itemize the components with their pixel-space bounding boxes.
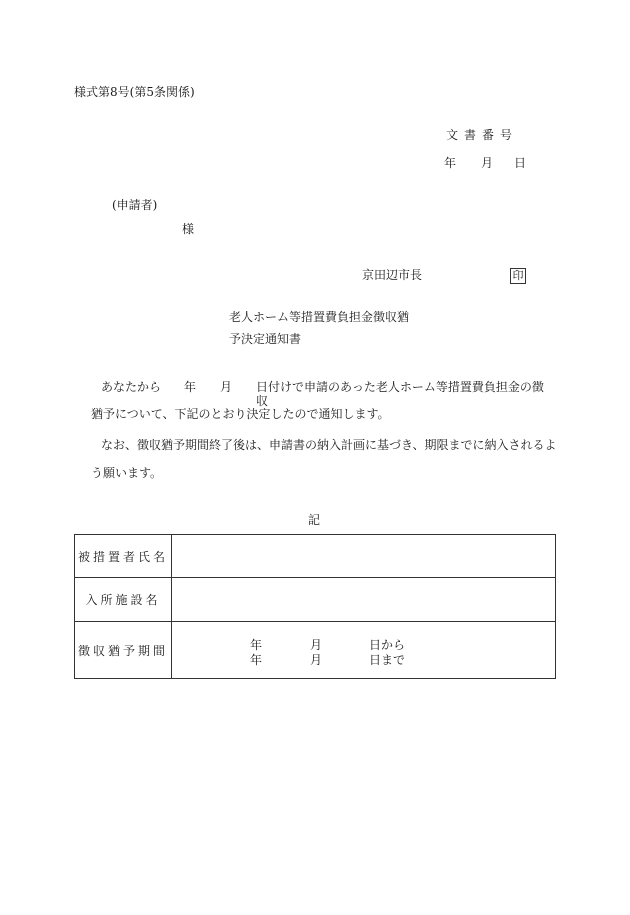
body-month-blank: 月 (220, 380, 233, 394)
period-to-day: 日まで (369, 653, 406, 667)
official-seal-icon: 印 (510, 268, 526, 284)
body-text: あなたから (101, 380, 162, 394)
period-from-day: 日から (369, 638, 406, 652)
body-paragraph-1-line2: 猶予について、下記のとおり決定したので通知します。 (91, 407, 390, 421)
deferral-period-label: 徴収猶予期間 (75, 622, 172, 679)
document-title-line2: 予決定通知書 (229, 332, 302, 346)
body-text: 日付けで申請のあった老人ホーム等措置費負担金の徴収 (256, 380, 544, 408)
applicant-label: (申請者) (112, 198, 158, 212)
body-year-blank: 年 (184, 380, 197, 394)
insured-name-label: 被措置者氏名 (75, 535, 172, 578)
period-to-year: 年 (250, 653, 263, 667)
body-paragraph-2-line1: なお、徴収猶予期間終了後は、申請書の納入計画に基づき、期限までに納入されるよ (101, 438, 557, 452)
date-year-label: 年 (444, 156, 457, 170)
document-number-label: 文書番号 (446, 128, 519, 142)
document-title-line1: 老人ホーム等措置費負担金徴収猶 (229, 310, 410, 324)
table-row (75, 535, 556, 578)
facility-name-label: 入所施設名 (75, 578, 172, 622)
details-table (74, 534, 556, 679)
date-month-label: 月 (481, 156, 494, 170)
body-paragraph-2-line2: う願います。 (91, 466, 163, 480)
ki-heading: 記 (308, 513, 321, 527)
insured-name-cell (172, 535, 556, 578)
period-to-month: 月 (310, 653, 323, 667)
issuer-name: 京田辺市長 (362, 268, 423, 282)
period-from-year: 年 (250, 638, 263, 652)
facility-name-cell (172, 578, 556, 622)
table-row (75, 622, 556, 679)
form-id: 様式第8号(第5条関係) (74, 85, 195, 99)
table-row (75, 578, 556, 622)
period-from-month: 月 (310, 638, 323, 652)
deferral-period-cell (172, 622, 556, 679)
date-day-label: 日 (514, 156, 527, 170)
applicant-honorific: 様 (182, 222, 195, 236)
